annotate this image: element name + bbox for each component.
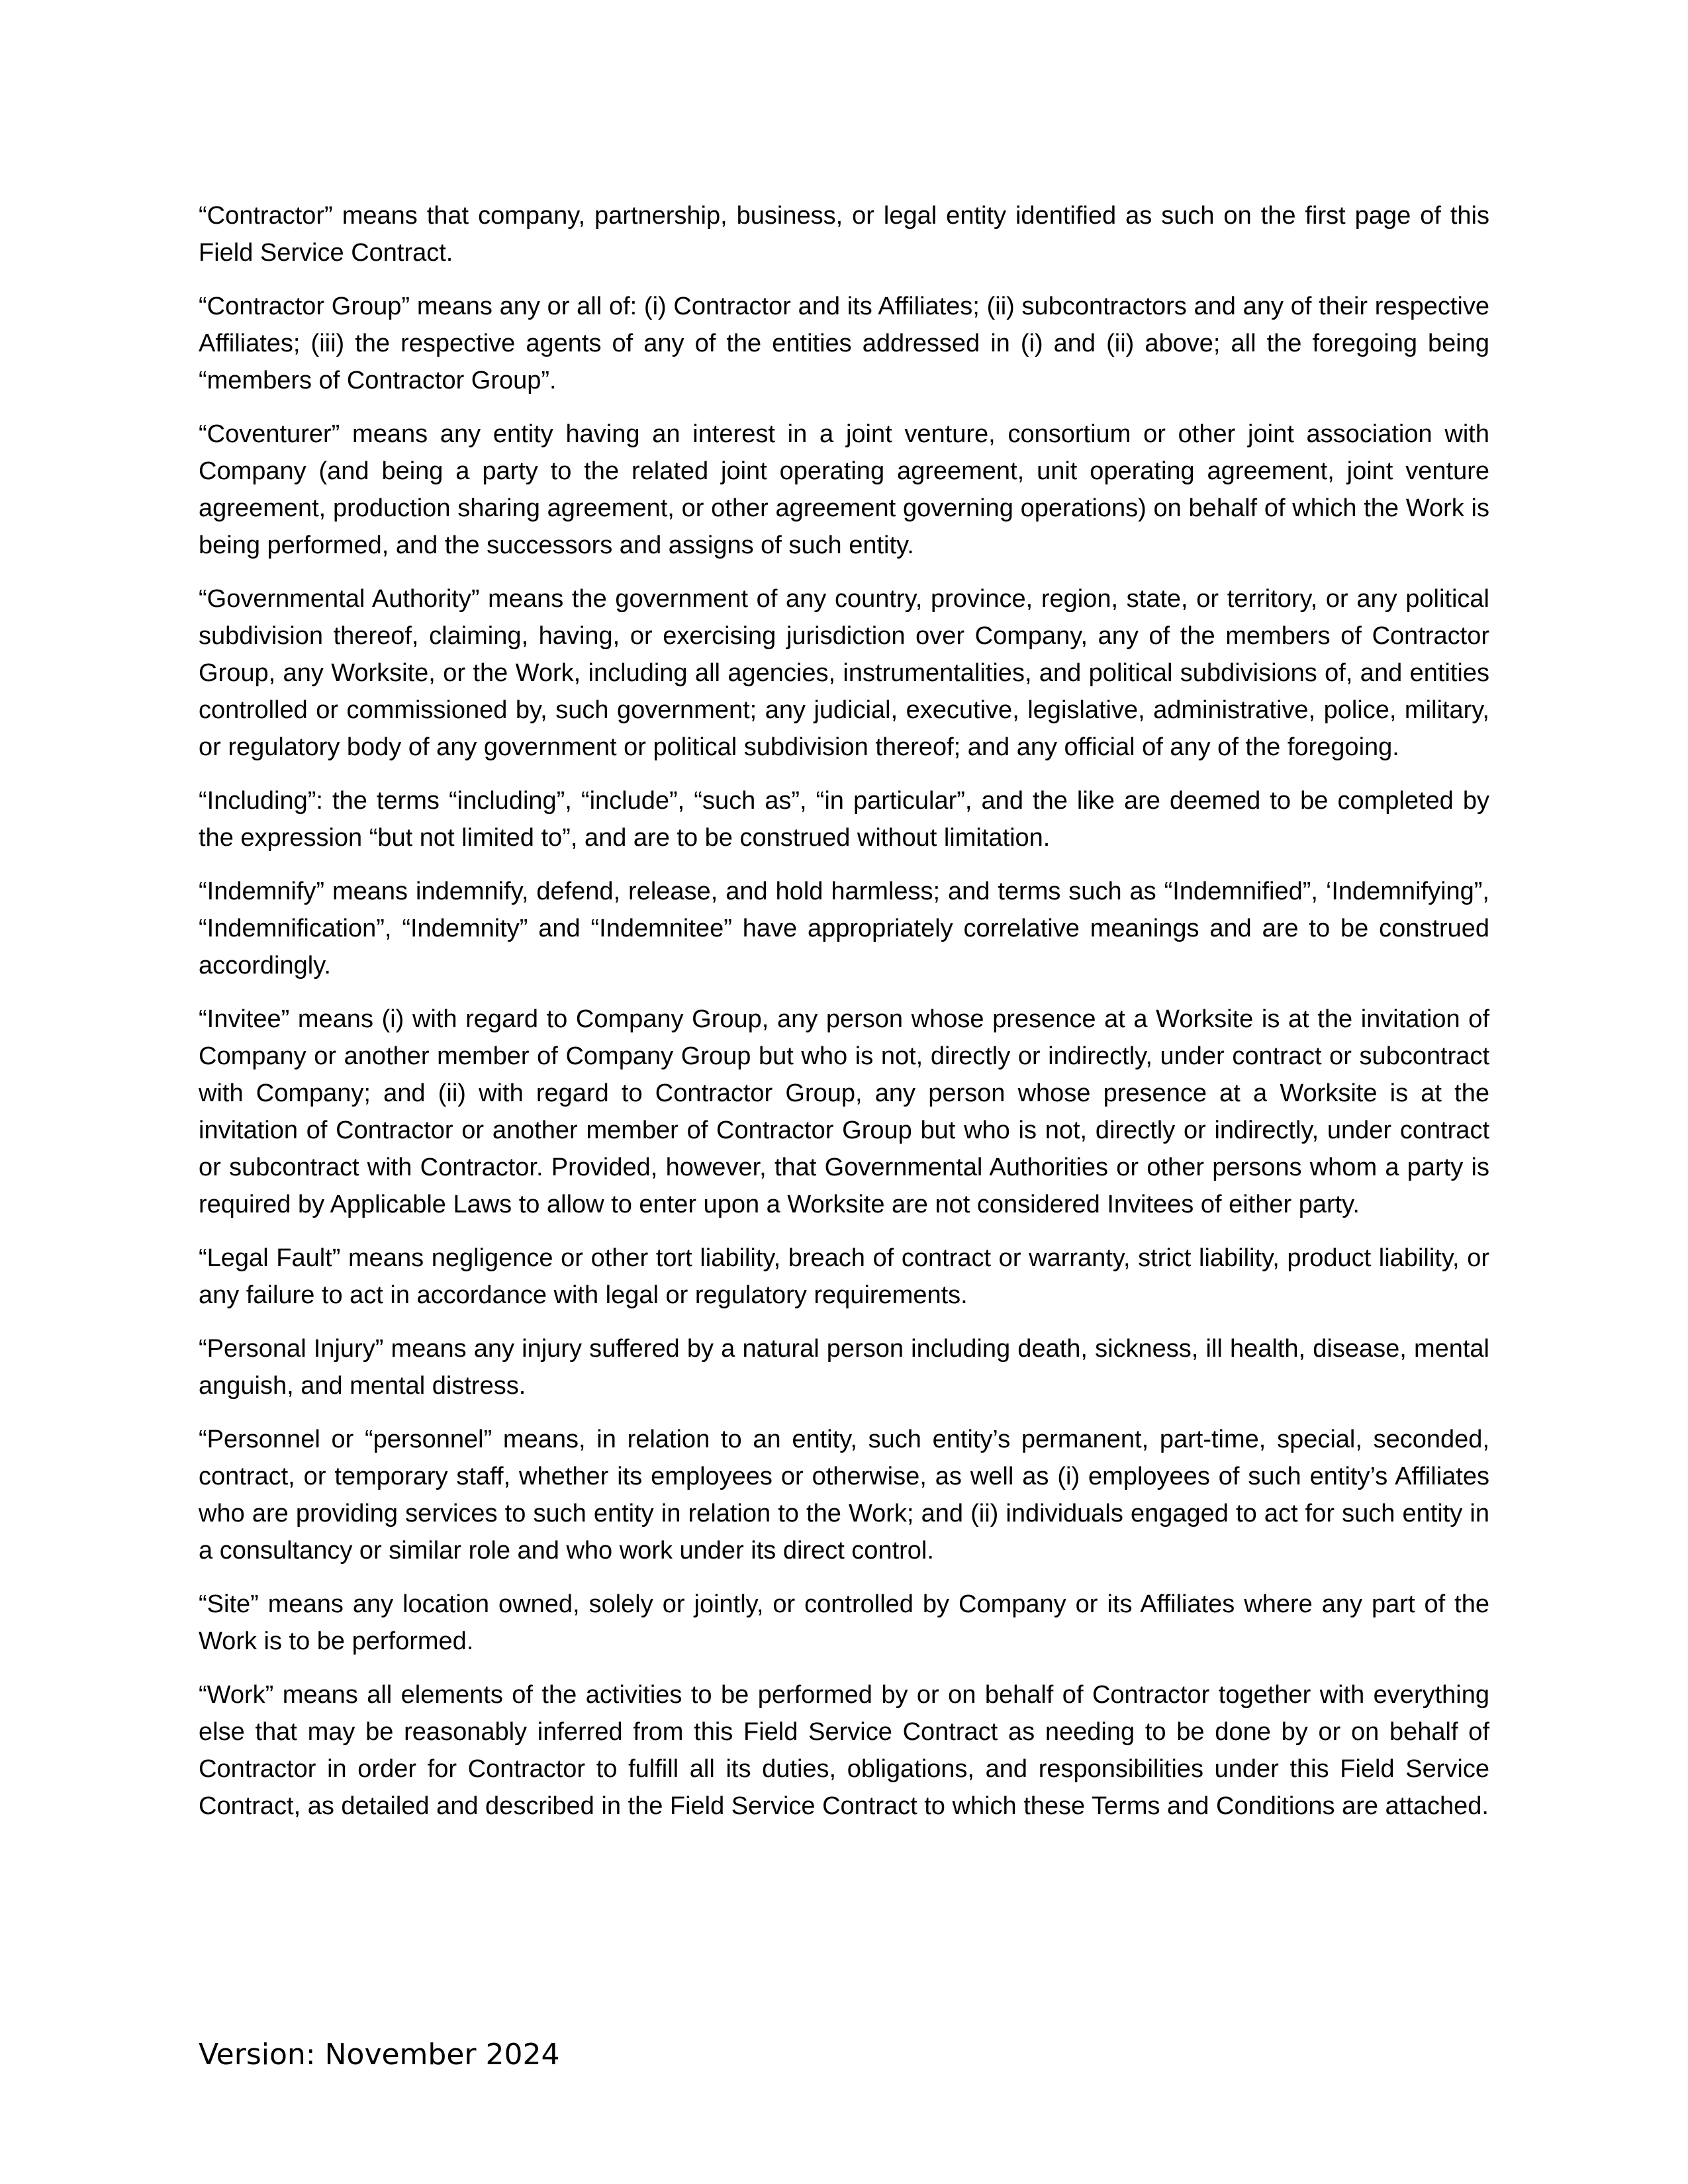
definition-personal-injury: “Personal Injury” means any injury suffered by a natural person including death, sickness, ill health, disease, mental anguish, and mental distress. xyxy=(199,1335,1489,1400)
definition-legal-fault: “Legal Fault” means negligence or other tort liability, breach of contract or warranty, strict liability, product liability, or any failure to act in accordance with legal or regulatory requirements. xyxy=(199,1244,1489,1309)
definition-invitee: “Invitee” means (i) with regard to Company Group, any person whose presence at a Worksite is at the invitation of Company or another member of Company Group but who is not, directly or indirectly, under contract or subcontract with Company; and (ii) with regard to Contractor Group, any person whose presence at a Worksite is at the invitation of Contractor or another member of Contractor Group but who is not, directly or indirectly, under contract or subcontract with Contractor. Provided, however, that Governmental Authorities or other persons whom a party is required by Applicable Laws to allow to enter upon a Worksite are not considered Invitees of either party. xyxy=(199,1005,1489,1218)
definition-site: “Site” means any location owned, solely or jointly, or controlled by Company or its Affiliates where any part of the Work is to be performed. xyxy=(199,1590,1489,1655)
version-footer: Version: November 2024 xyxy=(199,2038,560,2071)
definitions-section xyxy=(199,197,1489,1841)
definition-work: “Work” means all elements of the activities to be performed by or on behalf of Contractor together with everything else that may be reasonably inferred from this Field Service Contract as needing to be done by or on behalf of Contractor in order for Contractor to fulfill all its duties, obligations, and responsibilities under this Field Service Contract, as detailed and described in the Field Service Contract to which these Terms and Conditions are attached. xyxy=(199,1681,1489,1820)
definition-coventurer: “Coventurer” means any entity having an interest in a joint venture, consortium or other joint association with Company (and being a party to the related joint operating agreement, unit operating agreement, joint venture agreement, production sharing agreement, or other agreement governing operations) on behalf of which the Work is being performed, and the successors and assigns of such entity. xyxy=(199,420,1489,559)
definition-indemnify: “Indemnify” means indemnify, defend, release, and hold harmless; and terms such as “Indemnified”, ‘Indemnifying”, “Indemnification”, “Indemnity” and “Indemnitee” have appropriately correlative meanings and are to be construed accordingly. xyxy=(199,878,1489,979)
definition-personnel: “Personnel or “personnel” means, in relation to an entity, such entity’s permanent, part-time, special, seconded, contract, or temporary staff, whether its employees or otherwise, as well as (i) employees of such entity’s Affiliates who are providing services to such entity in relation to the Work; and (ii) individuals engaged to act for such entity in a consultancy or similar role and who work under its direct control. xyxy=(199,1426,1489,1565)
definition-including: “Including”: the terms “including”, “include”, “such as”, “in particular”, and the like are deemed to be completed by the expression “but not limited to”, and are to be construed without limitation. xyxy=(199,787,1489,852)
definition-contractor: “Contractor” means that company, partnership, business, or legal entity identified as such on the first page of this Field Service Contract. xyxy=(199,202,1489,267)
definition-governmental-authority: “Governmental Authority” means the government of any country, province, region, state, or territory, or any political subdivision thereof, claiming, having, or exercising jurisdiction over Company, any of the members of Contractor Group, any Worksite, or the Work, including all agencies, instrumentalities, and political subdivisions of, and entities controlled or commissioned by, such government; any judicial, executive, legislative, administrative, police, military, or regulatory body of any government or political subdivision thereof; and any official of any of the foregoing. xyxy=(199,585,1489,761)
definition-contractor-group: “Contractor Group” means any or all of: (i) Contractor and its Affiliates; (ii) subcontractors and any of their respective Affiliates; (iii) the respective agents of any of the entities addressed in (i) and (ii) above; all the foregoing being “members of Contractor Group”. xyxy=(199,293,1489,394)
